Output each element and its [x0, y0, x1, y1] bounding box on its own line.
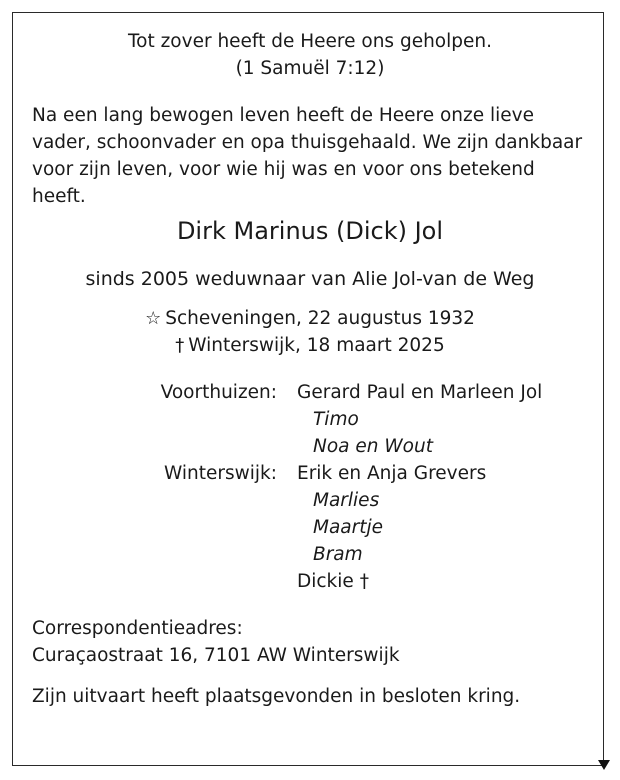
cross-icon: †	[175, 335, 185, 356]
cross-icon: †	[359, 571, 369, 592]
widower-line: sinds 2005 weduwnaar van Alie Jol-van de Weg	[85, 268, 535, 290]
intro-line: Na een lang bewogen leven heeft de Heere onze lieve	[32, 105, 534, 126]
family-row	[32, 487, 588, 514]
family-place: Winterswijk:	[164, 463, 277, 484]
family-list	[32, 379, 588, 595]
family-parents: Gerard Paul en Marleen Jol	[297, 382, 543, 403]
family-row	[32, 433, 588, 460]
intro-paragraph	[32, 102, 588, 210]
deceased-name: Dirk Marinus (Dick) Jol	[176, 217, 444, 245]
birth-text: Scheveningen, 22 augustus 1932	[165, 308, 475, 329]
star-icon: ☆	[145, 308, 162, 329]
death-line	[32, 332, 588, 359]
family-row	[32, 541, 588, 568]
intro-line: voor zijn leven, voor wie hij was en voor ons betekend	[32, 159, 535, 180]
family-member-dickie	[297, 568, 588, 595]
family-row	[32, 406, 588, 433]
family-row	[32, 568, 588, 595]
verse-reference: (1 Samuël 7:12)	[235, 58, 385, 79]
address-value: Curaçaostraat 16, 7101 AW Winterswijk	[32, 645, 400, 666]
member-name: Dickie	[297, 571, 354, 592]
announcement-content	[32, 28, 588, 710]
correspondence-address	[32, 615, 588, 669]
address-label: Correspondentieadres:	[32, 618, 243, 639]
grandchild: Noa en Wout	[313, 436, 433, 457]
death-text: Winterswijk, 18 maart 2025	[188, 335, 445, 356]
family-row	[32, 514, 588, 541]
grandchild: Maartje	[313, 517, 384, 538]
grandchild: Marlies	[313, 490, 380, 511]
family-row	[32, 460, 588, 487]
birth-line	[32, 305, 588, 332]
grandchild: Bram	[313, 544, 363, 565]
funeral-note: Zijn uitvaart heeft plaatsgevonden in besloten kring.	[32, 686, 521, 707]
life-dates	[32, 305, 588, 359]
grandchild: Timo	[313, 409, 359, 430]
family-row	[32, 379, 588, 406]
family-place: Voorthuizen:	[160, 382, 277, 403]
intro-line: vader, schoonvader en opa thuisgehaald. We zijn dankbaar	[32, 132, 583, 153]
intro-line: heeft.	[32, 186, 86, 207]
family-parents: Erik en Anja Grevers	[297, 463, 487, 484]
down-triangle-icon	[598, 760, 610, 770]
verse-text: Tot zover heeft de Heere ons geholpen.	[127, 31, 492, 52]
bible-verse	[32, 28, 588, 82]
